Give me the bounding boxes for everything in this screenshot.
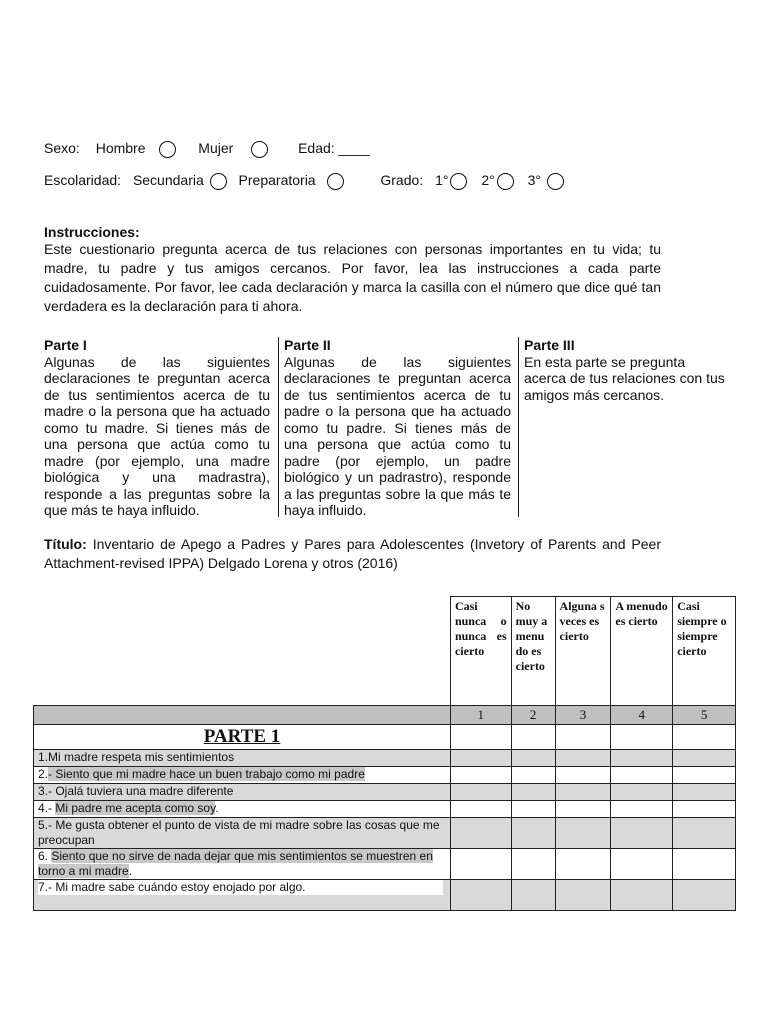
parte-1-block <box>44 337 270 519</box>
answer-cell[interactable] <box>673 783 736 800</box>
table-row <box>34 879 736 910</box>
answer-cell[interactable] <box>673 817 736 848</box>
answer-cell[interactable] <box>611 800 673 817</box>
edad-field[interactable]: Edad: ____ <box>298 140 370 156</box>
answer-cell[interactable] <box>611 749 673 766</box>
grado1-radio[interactable] <box>450 173 467 190</box>
grado3-radio[interactable] <box>547 173 564 190</box>
header-col-4: A menudo es cierto <box>611 597 673 706</box>
item-highlight: 1.Mi madre respeta mis sentimientos <box>38 749 235 764</box>
answer-cell[interactable] <box>450 817 511 848</box>
item-post: . <box>215 800 219 815</box>
item-pre: 7.- Mi madre sabe cuándo estoy enojado por algo. <box>38 880 443 895</box>
answer-cell[interactable] <box>450 848 511 879</box>
section-cell <box>673 724 736 749</box>
sexo-row <box>44 140 370 158</box>
answer-cell[interactable] <box>555 800 611 817</box>
scale-number: 2 <box>511 705 555 724</box>
answer-cell[interactable] <box>511 783 555 800</box>
answer-cell[interactable] <box>611 848 673 879</box>
item-text <box>34 766 451 783</box>
answer-cell[interactable] <box>673 879 736 910</box>
answer-cell[interactable] <box>555 848 611 879</box>
section-row <box>34 724 736 749</box>
number-row <box>34 705 736 724</box>
parte-2-block <box>284 337 511 519</box>
answer-cell[interactable] <box>511 766 555 783</box>
grado2-label: 2° <box>481 172 495 188</box>
item-highlight: 3.- Ojalá tuviera una madre diferente <box>38 783 234 798</box>
item-pre: 6. <box>38 848 52 863</box>
answer-cell[interactable] <box>511 800 555 817</box>
answer-cell[interactable] <box>511 879 555 910</box>
section-title: PARTE 1 <box>34 724 451 749</box>
scale-number: 3 <box>555 705 611 724</box>
table-row <box>34 783 736 800</box>
answer-cell[interactable] <box>673 766 736 783</box>
table-row <box>34 766 736 783</box>
grado2-radio[interactable] <box>497 173 514 190</box>
parte-3-title: Parte III <box>524 337 575 353</box>
header-row <box>34 597 736 706</box>
item-text <box>34 749 451 766</box>
parte-2-text: Algunas de las siguientes declaraciones te preguntan acerca de tus sentimientos acerca de tu padre o la persona que ha actuado como tu padre. Si tienes más de una persona que actúa como tu padre (por ejemplo, un padre biológico y un padrastro), responde a las preguntas sobre la que más te haya influido. <box>284 353 511 518</box>
section-cell <box>511 724 555 749</box>
grado3-label: 3° <box>527 172 542 188</box>
answer-cell[interactable] <box>450 783 511 800</box>
section-cell <box>450 724 511 749</box>
secundaria-radio[interactable] <box>210 173 227 190</box>
answer-cell[interactable] <box>673 800 736 817</box>
grado1-label: 1° <box>435 172 449 188</box>
hombre-label: Hombre <box>95 140 146 156</box>
answer-cell[interactable] <box>555 749 611 766</box>
table-row <box>34 848 736 879</box>
answer-cell[interactable] <box>555 879 611 910</box>
table-row <box>34 749 736 766</box>
secundaria-label: Secundaria <box>132 172 204 188</box>
questionnaire-table <box>33 596 736 911</box>
instructions-title: Instrucciones: <box>44 224 140 240</box>
answer-cell[interactable] <box>450 800 511 817</box>
column-divider <box>518 337 519 517</box>
section-cell <box>611 724 673 749</box>
parte-1-title: Parte I <box>44 337 87 353</box>
item-text <box>34 848 451 879</box>
item-highlight: Mi padre me acepta como soy <box>55 800 216 815</box>
titulo-block <box>44 535 661 573</box>
item-text <box>34 879 451 910</box>
item-highlight: 5.- Me gusta obtener el punto de vista de mi madre sobre las cosas que me preocupan <box>38 817 440 847</box>
parte-3-text: En esta parte se pregunta acerca de tus relaciones con tus amigos más cercanos. <box>524 353 725 403</box>
header-col-3: Alguna s veces es cierto <box>555 597 611 706</box>
item-highlight: Siento que no sirve de nada dejar que mis sentimientos se muestren en torno a mi madre <box>38 848 433 878</box>
header-col-2: No muy a menu do es cierto <box>511 597 555 706</box>
scale-number: 1 <box>450 705 511 724</box>
header-col-1: Casi nunca o nunca es cierto <box>450 597 511 706</box>
item-pre: 2. <box>38 766 49 781</box>
parte-3-block <box>524 337 730 403</box>
preparatoria-radio[interactable] <box>327 173 344 190</box>
answer-cell[interactable] <box>450 879 511 910</box>
answer-cell[interactable] <box>511 749 555 766</box>
answer-cell[interactable] <box>611 879 673 910</box>
answer-cell[interactable] <box>611 817 673 848</box>
table-row <box>34 800 736 817</box>
answer-cell[interactable] <box>611 766 673 783</box>
answer-cell[interactable] <box>511 817 555 848</box>
parte-2-title: Parte II <box>284 337 331 353</box>
titulo-text: Inventario de Apego a Padres y Pares para Adolescentes (Invetory of Parents and Peer Attachment-revised IPPA) Delgado Lorena y otros (2016) <box>44 536 662 571</box>
instructions-text: Este cuestionario pregunta acerca de tus relaciones con personas importantes en tu vida; tu madre, tu padre y tus amigos cercanos. Por favor, lea las instrucciones a cada parte cuidadosamente. Por favor, lee cada declaración y marca la casilla con el número que dice qué tan verdadera es la declaración para ti ahora. <box>44 241 661 314</box>
parte-1-text: Algunas de las siguientes declaraciones te preguntan acerca de tus sentimientos acerca de tu madre o la persona que ha actuado como tu madre. Si tienes más de una persona que actúa como tu madre (por ejemplo, una madre biológica y una madrastra), responde a las preguntas sobre la que más te haya influido. <box>44 353 270 518</box>
item-post: . <box>128 863 133 878</box>
item-highlight: - Siento que mi madre hace un buen trabajo como mi padre <box>48 766 365 781</box>
item-text <box>34 783 451 800</box>
answer-cell[interactable] <box>611 783 673 800</box>
answer-cell[interactable] <box>555 783 611 800</box>
scale-number: 4 <box>611 705 673 724</box>
item-pre: 4.- <box>38 800 56 815</box>
titulo-label: Título: <box>44 536 87 552</box>
answer-cell[interactable] <box>673 749 736 766</box>
mujer-label: Mujer <box>198 140 234 156</box>
number-row-blank <box>34 705 451 724</box>
mujer-radio[interactable] <box>251 141 268 158</box>
answer-cell[interactable] <box>555 766 611 783</box>
answer-cell[interactable] <box>673 848 736 879</box>
table-row <box>34 817 736 848</box>
item-text <box>34 800 451 817</box>
header-blank <box>34 597 451 706</box>
answer-cell[interactable] <box>511 848 555 879</box>
answer-cell[interactable] <box>450 749 511 766</box>
escolaridad-label: Escolaridad: <box>44 172 122 188</box>
instructions-block <box>44 224 661 316</box>
item-text <box>34 817 451 848</box>
scale-number: 5 <box>673 705 736 724</box>
escolaridad-row <box>44 172 564 190</box>
section-cell <box>555 724 611 749</box>
header-col-5: Casi siempre o siempre cierto <box>673 597 736 706</box>
answer-cell[interactable] <box>450 766 511 783</box>
column-divider <box>278 337 279 517</box>
grado-label: Grado: <box>380 172 424 188</box>
answer-cell[interactable] <box>555 817 611 848</box>
preparatoria-label: Preparatoria <box>238 172 316 188</box>
hombre-radio[interactable] <box>159 141 176 158</box>
sexo-label: Sexo: <box>44 140 80 156</box>
